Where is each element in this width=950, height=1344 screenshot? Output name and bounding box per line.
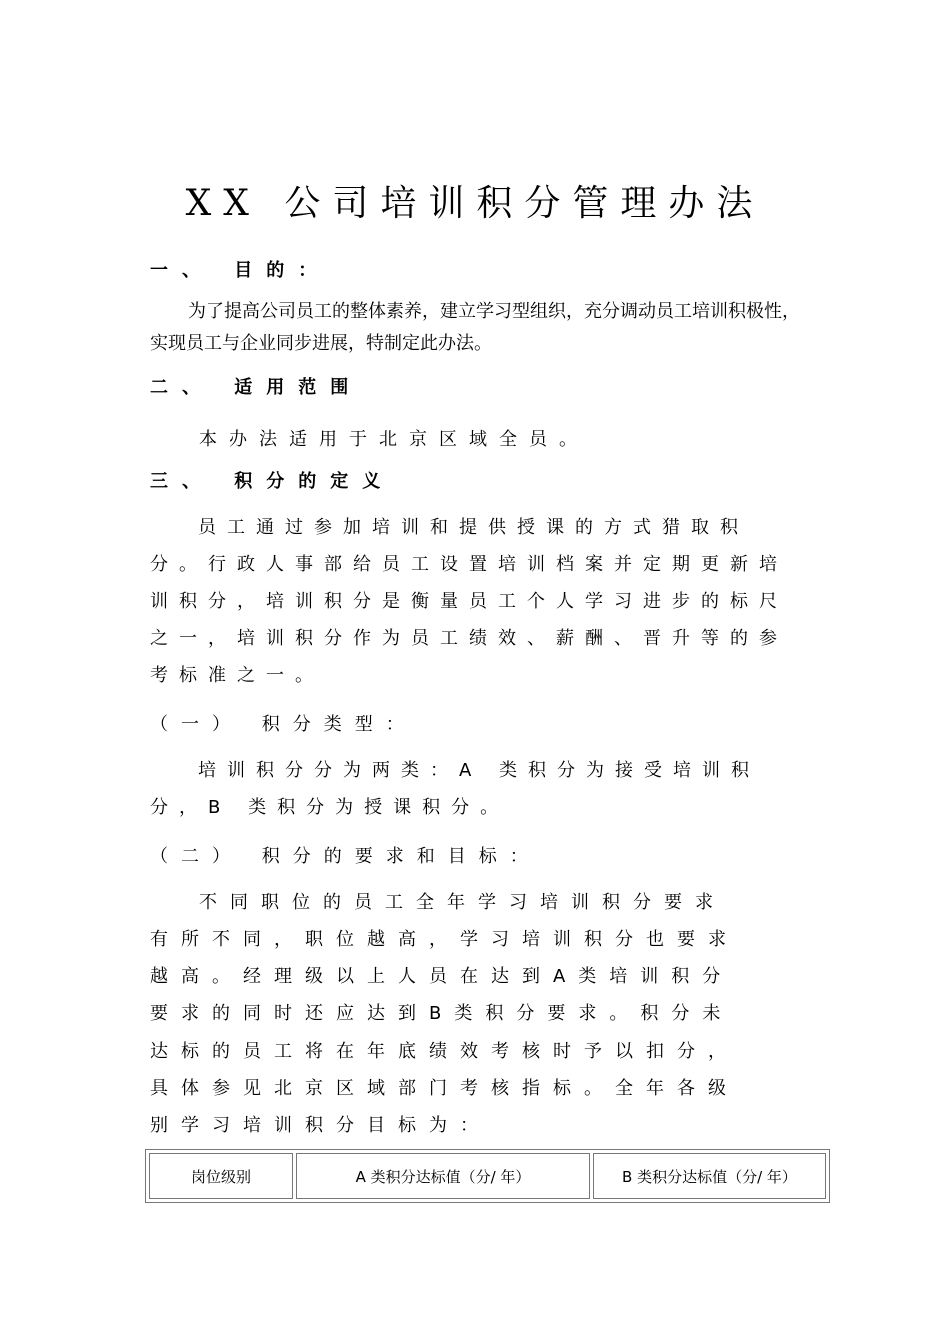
requirements-line: 越高。经理级以上人员在达到A类培训积分 bbox=[150, 966, 734, 987]
subsection-heading-types: （一） 积分类型： bbox=[150, 714, 417, 735]
requirements-line: 要求的同时还应达到B类积分要求。积分未 bbox=[150, 1003, 734, 1024]
definition-paragraph: 员工通过参加培训和提供授课的方式猎取积分。行政人事部给员工设置培训档案并定期更新培训积分，培训积分是衡量员工个人学习进步的标尺之一，培训积分作为员工绩效、薪酬、晋升等的参考标准之一。 bbox=[150, 517, 788, 686]
section-heading-scope: 二、 适用范围 bbox=[150, 377, 363, 398]
section-heading-definition: 三、 积分的定义 bbox=[150, 471, 395, 492]
purpose-paragraph bbox=[150, 296, 805, 360]
requirements-line: 不同职位的员工全年学习培训积分要求 bbox=[199, 892, 726, 913]
document-title: XX 公司培训积分管理办法 bbox=[185, 183, 765, 224]
column-header-level: 岗位级别 bbox=[149, 1153, 293, 1199]
requirements-line: 具体参见北京区域部门考核指标。全年各级 bbox=[150, 1078, 739, 1099]
requirements-line: 达标的员工将在年底绩效考核时予以扣分， bbox=[150, 1041, 739, 1062]
column-header-b-target: B 类积分达标值（分/ 年） bbox=[593, 1153, 826, 1199]
types-paragraph: 培训积分分为两类：A 类积分为接受培训积分，B 类积分为授课积分。 bbox=[150, 760, 761, 818]
column-header-a-target: A 类积分达标值（分/ 年） bbox=[296, 1153, 590, 1199]
requirements-line: 别学习培训积分目标为： bbox=[150, 1115, 491, 1136]
purpose-text: 为了提高公司员工的整体素养，建立学习型组织，充分调动员工培训积极性，实现员工与企业同步进展，特制定此办法。 bbox=[150, 301, 800, 354]
scope-paragraph: 本办法适用于北京区域全员。 bbox=[199, 429, 589, 450]
target-table bbox=[145, 1149, 830, 1203]
subsection-heading-requirements: （二） 积分的要求和目标： bbox=[150, 846, 541, 867]
section-heading-purpose: 一、 目的： bbox=[150, 260, 331, 281]
table-header-row bbox=[149, 1153, 826, 1199]
requirements-line: 有所不同，职位越高，学习培训积分也要求 bbox=[150, 929, 739, 950]
